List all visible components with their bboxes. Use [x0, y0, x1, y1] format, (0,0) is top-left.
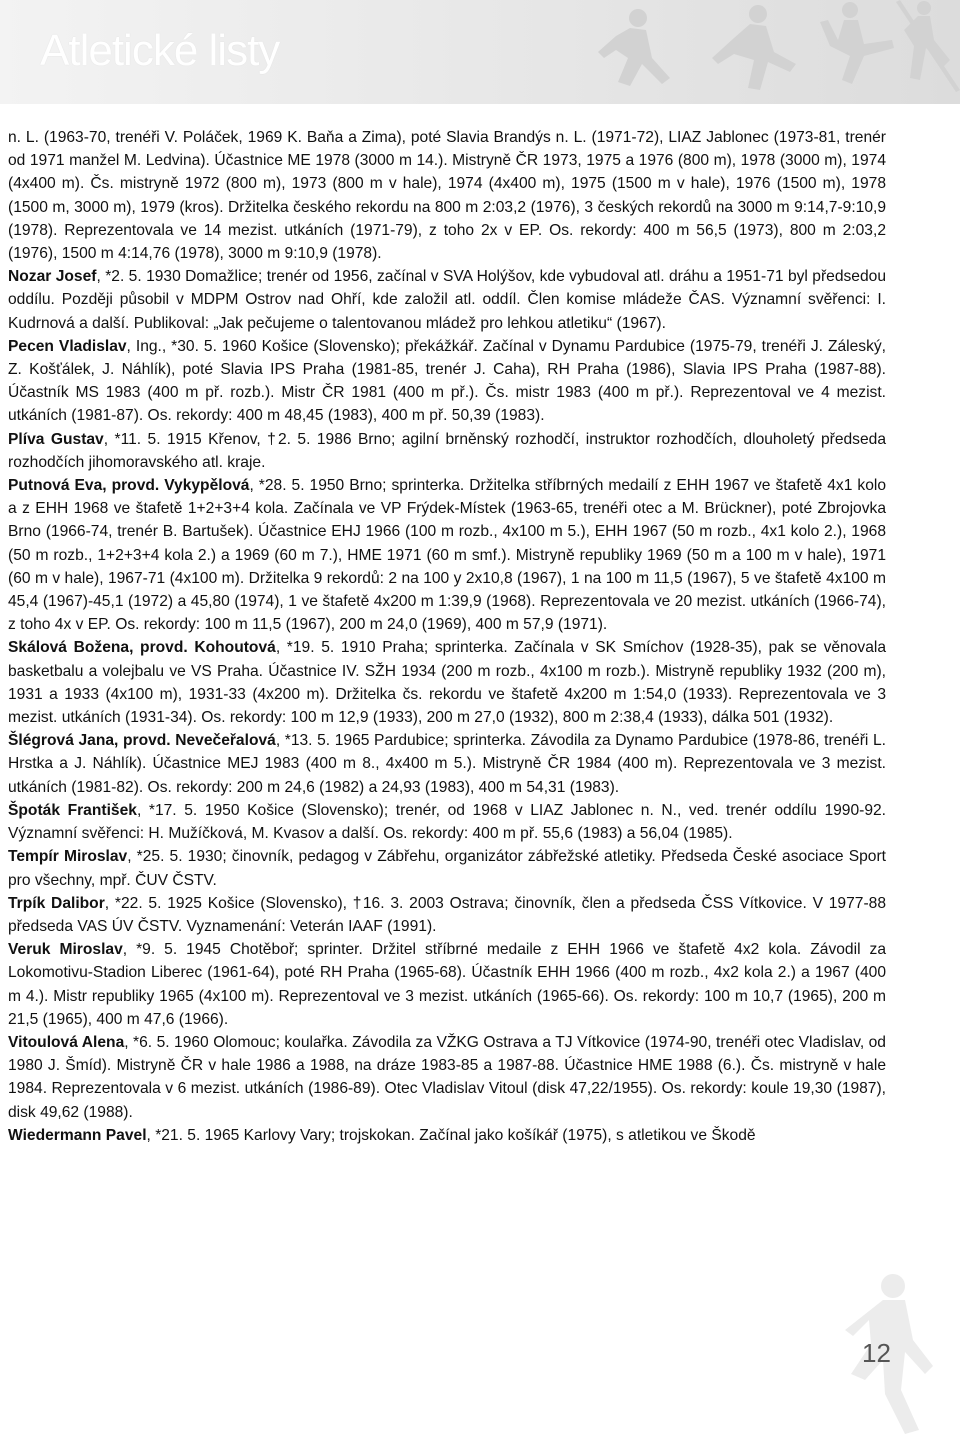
entry-trpik: Trpík Dalibor, *22. 5. 1925 Košice (Slovensko), †16. 3. 2003 Ostrava; činovník, člen a předseda ČSS Vítkovice. V 1977-88 předseda VAS ÚV ČSTV. Vyznamenání: Veterán IAAF (1991). — [8, 894, 886, 935]
entry-nozar: Nozar Josef, *2. 5. 1930 Domažlice; trenér od 1956, začínal v SVA Holýšov, kde vybudoval atl. dráhu a 1951-71 byl předsedou oddílu. Později působil v MDPM Ostrov nad Ohří, kde založil atl. oddíl. Člen komise mládeže ČAS. Významní svěřenci: I. Kudrnová a další. Publikoval: „Jak pečujeme o talentovanou mládež pro lehkou atletiku“ (1967). — [8, 268, 886, 332]
entry-name: Putnová Eva, provd. Vykypělová — [8, 477, 250, 495]
entry-name: Nozar Josef — [8, 268, 97, 286]
entry-name: Trpík Dalibor — [8, 894, 105, 912]
entry-name: Skálová Božena, provd. Kohoutová — [8, 639, 276, 657]
page-header — [0, 0, 960, 110]
entry-name: Veruk Miroslav — [8, 941, 123, 959]
entry-pecen: Pecen Vladislav, Ing., *30. 5. 1960 Košice (Slovensko); překážkář. Začínal v Dynamu Pardubice (1975-79, trenéři J. Záleský, Z. Košťálek, J. Náhlík), poté Slavia IPS Praha (1981-85, trenér J. Caha), RH Praha (1986), Slavia IPS Praha (1987-88). Účastník MS 1983 (400 m př. rozb.). Mistr ČR 1981 (400 m př.). Čs. mistr 1983 (400 m př.). Reprezentoval ve 4 mezist. utkáních (1981-87). Os. rekordy: 400 m 48,45 (1983), 400 m př. 50,39 (1983). — [8, 337, 886, 425]
entry-continuation: n. L. (1963-70, trenéři V. Poláček, 1969 K. Baňa a Zima), poté Slavia Brandýs n. L. (1971-72), LIAZ Jablonec (1973-81, trenér od 1971 manžel M. Ledvina). Účastnice ME 1978 (3000 m 14.). Mistryně ČR 1973, 1975 a 1976 (800 m), 1978 (3000 m), 1974 (4x400 m). Čs. mistryně 1972 (800 m), 1973 (800 m v hale), 1974 (4x400 m), 1975 (1500 m v hale), 1976 (1500 m), 1978 (1500 m, 3000 m), 1979 (kros). Držitelka českého rekordu na 800 m 2:03,2 (1976), 3 českých rekordů na 3000 m 9:14,7-9:10,9 (1978). Reprezentovala ve 14 mezist. utkáních (1971-79), z toho 2x v EP. Os. rekordy: 400 m 56,5 (1973), 800 m 2:03,2 (1976), 1500 m 4:14,76 (1978), 3000 m 9:10,9 (1978). — [8, 129, 886, 263]
entry-name: Špoták František — [8, 801, 137, 819]
entry-name: Tempír Miroslav — [8, 848, 128, 866]
page-title: Atletické listy — [40, 26, 280, 75]
page-number: 12 — [862, 1338, 891, 1368]
entry-name: Wiedermann Pavel — [8, 1126, 147, 1144]
entry-name: Pecen Vladislav — [8, 337, 127, 355]
entry-name: Plíva Gustav — [8, 430, 104, 448]
entry-slegrova: Šlégrová Jana, provd. Nevečeřalová, *13. 5. 1965 Pardubice; sprinterka. Závodila za Dynamo Pardubice (1978-86, trenéři L. Hrstka a J. Náhlík). Účastnice MEJ 1983 (400 m 8., 4x400 m 5.). Mistryně ČR 1984 (400 m). Reprezentovala ve 3 mezist. utkáních (1981-82). Os. rekordy: 200 m 24,6 (1982) a 24,93 (1983), 400 m 54,31 (1983). — [8, 732, 886, 796]
entry-name: Vitoulová Alena — [8, 1033, 125, 1051]
entry-spotak: Špoták František, *17. 5. 1950 Košice (Slovensko); trenér, od 1968 v LIAZ Jablonec n. N., ved. trenér oddílu 1990-92. Významní svěřenci: H. Mužíčková, M. Kvasov a další. Os. rekordy: 400 m př. 55,6 (1983) a 56,04 (1985). — [8, 801, 886, 843]
article-body — [8, 126, 886, 1147]
entry-vitoulova: Vitoulová Alena, *6. 5. 1960 Olomouc; koulařka. Závodila za VŽKG Ostrava a TJ Vítkovice (1974-90, trenéři otec Vladislav, od 1980 J. Šmíd). Mistryně ČR v hale 1986 a 1988, na dráze 1983-85 a 1987-88. Účastnice HME 1988 (6.). Čs. mistryně v hale 1984. Reprezentovala v 6 mezist. utkáních (1986-89). Otec Vladislav Vitoul (disk 47,22/1955). Os. rekordy: koule 19,30 (1987), disk 49,62 (1988). — [8, 1033, 886, 1121]
entry-pliva: Plíva Gustav, *11. 5. 1915 Křenov, †2. 5. 1986 Brno; agilní brněnský rozhodčí, instruktor rozhodčích, dlouholetý předseda rozhodčích jihomoravského atl. kraje. — [8, 430, 886, 471]
entry-tempir: Tempír Miroslav, *25. 5. 1930; činovník, pedagog v Zábřehu, organizátor zábřežské atletiky. Předseda České asociace Sport pro všechny, mpř. ČUV ČSTV. — [8, 848, 886, 889]
entry-putnova: Putnová Eva, provd. Vykypělová, *28. 5. 1950 Brno; sprinterka. Držitelka stříbrných medailí z EHH 1967 ve štafetě 4x1 kolo a z EHH 1968 ve štafetě 1+2+3+4 kola. Začínala ve VP Frýdek-Místek (1963-65, trenéři otec a M. Brückner), poté Zbrojovka Brno (1966-74, trenér B. Bartušek). Účastnice EHJ 1966 (100 m rozb., 4x100 m 5.), EHH 1967 (50 m rozb., 4x1 kolo 2.), 1968 (50 m rozb., 1+2+3+4 kola 2.) a 1969 (60 m 7.), HME 1971 (60 m smf.). Mistryně republiky 1969 (50 m a 100 m v hale), 1971 (60 m v hale), 1967-71 (4x100 m). Držitelka 9 rekordů: 2 na 100 y 2x10,8 (1967), 1 na 100 m 11,5 (1967), 5 ve štafetě 4x100 m 45,4 (1967)-45,1 (1972) a 45,80 (1974), 1 ve štafetě 4x200 m 1:39,9 (1968). Reprezentovala ve 20 mezist. utkáních (1966-74), z toho 4x v EP. Os. rekordy: 100 m 11,5 (1967), 200 m 24,0 (1969), 400 m 57,9 (1971). — [8, 477, 887, 634]
athlete-silhouettes-icon — [520, 0, 960, 104]
entry-wiedermann: Wiedermann Pavel, *21. 5. 1965 Karlovy Vary; trojskokan. Začínal jako košíkář (1975), s atletikou ve Škodě — [8, 1126, 756, 1144]
entry-veruk: Veruk Miroslav, *9. 5. 1945 Chotěboř; sprinter. Držitel stříbrné medaile z EHH 1966 ve štafetě 4x2 kola. Závodil za Lokomotivu-Stadion Liberec (1961-64), poté RH Praha (1965-68). Účastník EHH 1966 (400 m rozb., 4x2 kola 2.) a 1967 (400 m 4.). Mistr republiky 1965 (4x100 m). Reprezentoval ve 3 mezist. utkáních (1965-66). Os. rekordy: 100 m 10,7 (1965), 200 m 21,5 (1965), 400 m 47,6 (1966). — [8, 941, 886, 1028]
entry-name: Šlégrová Jana, provd. Nevečeřalová — [8, 732, 276, 750]
entry-skalova: Skálová Božena, provd. Kohoutová, *19. 5. 1910 Praha; sprinterka. Začínala v SK Smíchov (1928-35), pak se věnovala basketbalu a volejbalu ve VS Praha. Účastnice IV. SŽH 1934 (200 m rozb., 4x100 m rozb.). Mistryně republiky 1932 (200 m), 1931 a 1933 (4x100 m), 1931-33 (4x200 m). Držitelka čs. rekordu ve štafetě 4x200 m 1:54,0 (1933). Reprezentovala ve 3 mezist. utkáních (1931-34). Os. rekordy: 100 m 12,9 (1933), 200 m 27,0 (1932), 800 m 2:38,4 (1933), dálka 501 (1932). — [8, 639, 887, 727]
